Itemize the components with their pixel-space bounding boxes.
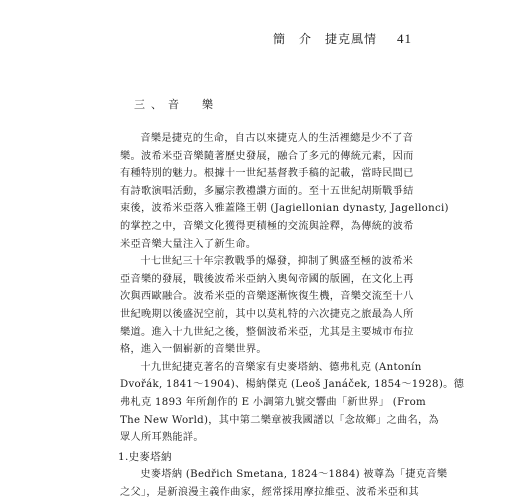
running-header xyxy=(273,30,412,47)
page-number: 41 xyxy=(397,31,412,46)
text-line: 亞音樂的發展，戰後波希米亞納入奧匈帝國的版圖，在文化上再 xyxy=(120,273,414,285)
text-line: 世紀晚期以後盛況空前，其中以莫札特的六次捷克之旅最為人所 xyxy=(120,308,414,320)
text-line: The New World)，其中第二樂章被我國譜以「念故鄉」之曲名，為 xyxy=(120,414,439,426)
text-line: 有種特別的魅力。根據十一世紀基督教手稿的記載，當時民間已 xyxy=(120,168,414,180)
text-line: 樂道。進入十九世紀之後，整個波希米亞，尤其是主要城市布拉 xyxy=(120,326,414,338)
subheading: 1.史麥塔納 xyxy=(118,450,172,463)
paragraph-1 xyxy=(120,130,449,253)
text-line: 次與西歐融合。波希米亞的音樂逐漸恢復生機，音樂交流至十八 xyxy=(120,291,414,303)
text-line: 的掌控之中，音樂文化獲得更積極的交流與詮釋，為傳統的波希 xyxy=(120,220,414,232)
text-line: 眾人所耳熟能詳。 xyxy=(120,432,204,444)
text-line: 格，進入一個嶄新的音樂世界。 xyxy=(120,344,267,356)
body-text xyxy=(118,130,465,501)
paragraph-2 xyxy=(120,253,414,359)
text-line: 束後，波希米亞落入雅蓋隆王朝 (Jagiellonian dynasty, Jagellonci) xyxy=(120,203,449,215)
text-line: 之父」，是新浪漫主義作曲家，經常採用摩拉維亞、波希米亞和其 xyxy=(120,486,420,498)
paragraph-3 xyxy=(120,359,465,447)
text-line: 米亞音樂大量注入了新生命。 xyxy=(120,238,257,250)
paragraph-4 xyxy=(120,466,448,501)
text-line: Dvořák, 1841～1904)、楊納傑克 (Leoš Janáček, 1854～1928)。德 xyxy=(120,379,465,391)
text-line: 有詩歌演唱活動，多屬宗教禮讚方面的。至十五世紀胡斯戰爭結 xyxy=(120,185,414,197)
text-line: 樂。波希米亞音樂隨著歷史發展，融合了多元的傳統元素，因而 xyxy=(120,150,414,162)
text-line: 音樂是捷克的生命，自古以來捷克人的生活裡總是少不了音 xyxy=(140,133,414,144)
section-title: 三、音 樂 xyxy=(134,98,219,111)
text-line: 弗札克 1893 年所創作的 E 小調第九號交響曲「新世界」 (From xyxy=(120,396,426,408)
text-line: 史麥塔納 (Bedřich Smetana, 1824～1884) 被尊為「捷克音樂 xyxy=(140,469,448,481)
text-line: 十九世紀捷克著名的音樂家有史麥塔納、德弗札克 (Antonín xyxy=(140,361,422,373)
chapter-title: 簡 介 捷克風情 xyxy=(272,32,377,46)
text-line: 十七世紀三十年宗教戰爭的爆發，抑制了興盛至極的波希米 xyxy=(140,256,414,268)
